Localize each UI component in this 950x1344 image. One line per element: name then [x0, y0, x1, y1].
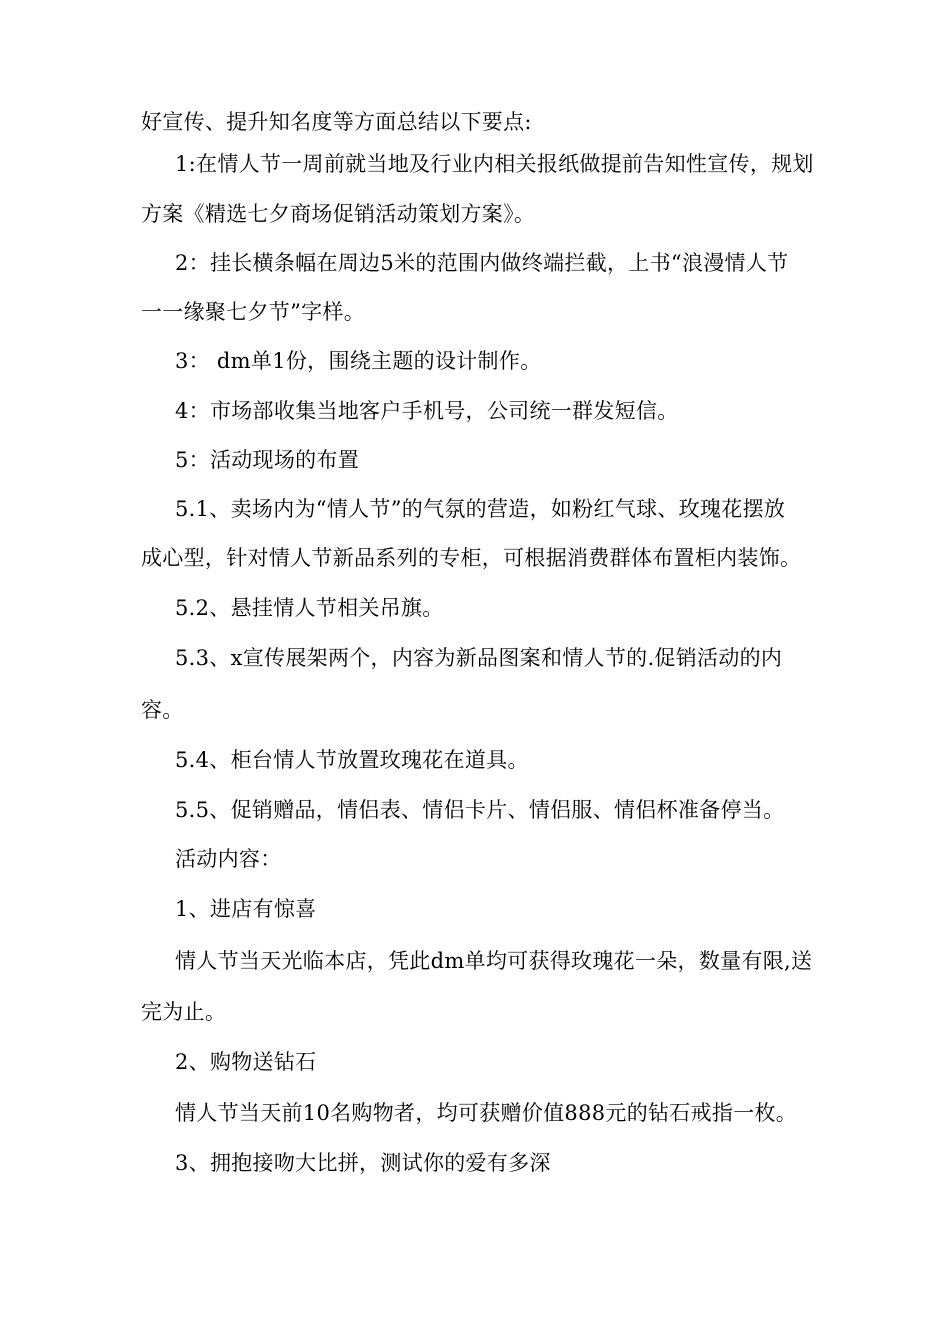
- paragraph-line: 3： dm单1份，围绕主题的设计制作。: [175, 349, 542, 373]
- paragraph-line: 成心型，针对情人节新品系列的专柜，可根据消费群体布置柜内装饰。: [141, 546, 802, 570]
- paragraph-line: 5.1、卖场内为“情人节”的气氛的营造，如粉红气球、玫瑰花摆放: [175, 497, 786, 521]
- paragraph-line: 5.5、促销赠品，情侣表、情侣卡片、情侣服、情侣杯准备停当。: [175, 798, 785, 822]
- paragraph-line: 3、拥抱接吻大比拼，测试你的爱有多深: [175, 1151, 551, 1175]
- paragraph-line: 2：挂长横条幅在周边5米的范围内做终端拦截，上书“浪漫情人节: [175, 251, 789, 275]
- paragraph-line: 1、进店有惊喜: [175, 897, 317, 921]
- paragraph-line: 情人节当天光临本店，凭此dm单均可获得玫瑰花一朵，数量有限,送: [175, 949, 813, 973]
- paragraph-line: 容。: [141, 698, 184, 722]
- paragraph-line: 2、购物送钻石: [175, 1050, 317, 1074]
- paragraph-line: 活动内容：: [175, 847, 282, 871]
- paragraph-line: 5.3、x宣传展架两个，内容为新品图案和情人节的.促销活动的内: [175, 646, 783, 670]
- paragraph-line: 方案《精选七夕商场促销活动策划方案》。: [141, 202, 536, 226]
- paragraph-line: 5.2、悬挂情人节相关吊旗。: [175, 596, 444, 620]
- paragraph-line: 一一缘聚七夕节”字样。: [141, 300, 366, 324]
- paragraph-line: 4：市场部收集当地客户手机号，公司统一群发短信。: [175, 399, 679, 423]
- paragraph-line: 好宣传、提升知名度等方面总结以下要点:: [141, 110, 532, 134]
- paragraph-line: 5：活动现场的布置: [175, 448, 360, 472]
- paragraph-line: 1:在情人节一周前就当地及行业内相关报纸做提前告知性宣传，规划: [175, 152, 814, 176]
- paragraph-line: 情人节当天前10名购物者，均可获赠价值888元的钻石戒指一枚。: [175, 1101, 798, 1125]
- paragraph-line: 5.4、柜台情人节放置玫瑰花在道具。: [175, 748, 529, 772]
- paragraph-line: 完为止。: [141, 1000, 227, 1024]
